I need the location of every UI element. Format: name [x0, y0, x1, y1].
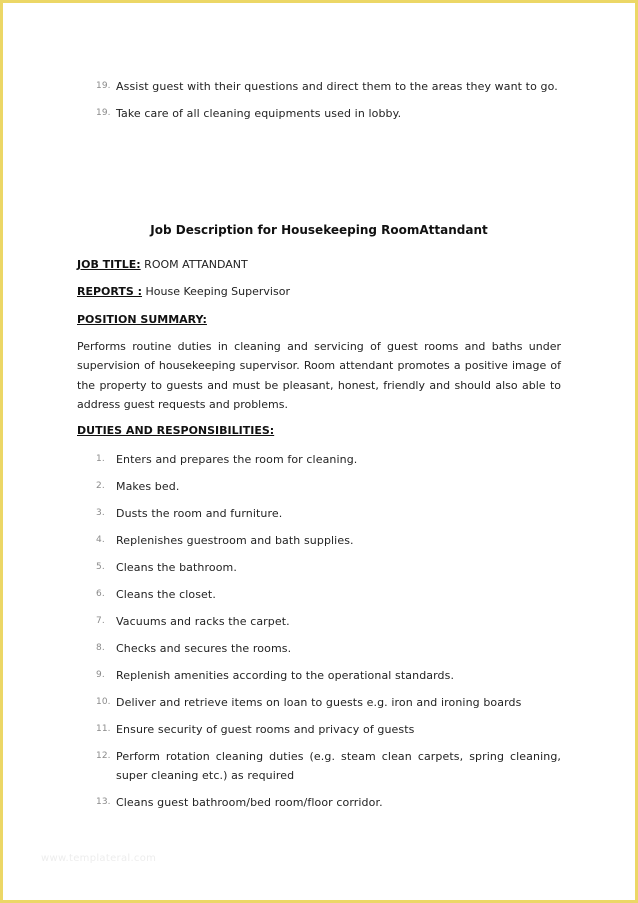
list-text: Perform rotation cleaning duties (e.g. steam clean carpets, spring cleaning, super cleaning etc.) as required [116, 750, 561, 782]
list-number: 5. [96, 562, 105, 572]
list-text: Ensure security of guest rooms and privacy of guests [116, 723, 415, 736]
list-item [77, 585, 561, 604]
list-number: 12. [96, 751, 111, 761]
list-number: 3. [96, 508, 105, 518]
list-text: Enters and prepares the room for cleaning. [116, 453, 358, 466]
list-number: 8. [96, 643, 105, 653]
list-number: 19. [96, 108, 111, 118]
list-number: 10. [96, 697, 111, 707]
list-item [77, 104, 561, 123]
list-number: 6. [96, 589, 105, 599]
position-summary-text: Performs routine duties in cleaning and servicing of guest rooms and baths under supervision of housekeeping supervisor. Room attendant promotes a positive image of the property to guests and must be pleasant, honest, friendly and should also able to address guest requests and problems. [77, 340, 561, 411]
list-text: Makes bed. [116, 480, 180, 493]
list-item [77, 639, 561, 658]
list-number: 1. [96, 454, 105, 464]
list-number: 13. [96, 797, 111, 807]
list-text: Replenish amenities according to the operational standards. [116, 669, 455, 682]
job-title-label: JOB TITLE: [77, 258, 141, 271]
job-title-value: ROOM ATTANDANT [140, 258, 248, 271]
document-title: Job Description for Housekeeping RoomAttandant [150, 223, 488, 237]
list-text: Cleans the closet. [116, 588, 216, 601]
list-item [77, 693, 561, 712]
job-title-line [77, 258, 248, 271]
list-text: Checks and secures the rooms. [116, 642, 292, 655]
position-summary-heading: POSITION SUMMARY: [77, 313, 207, 326]
list-item [77, 504, 561, 523]
list-item [77, 747, 561, 785]
list-number: 7. [96, 616, 105, 626]
list-text: Deliver and retrieve items on loan to guests e.g. iron and ironing boards [116, 696, 522, 709]
list-item [77, 666, 561, 685]
list-text: Cleans guest bathroom/bed room/floor corridor. [116, 796, 383, 809]
list-item [77, 450, 561, 469]
list-text: Cleans the bathroom. [116, 561, 237, 574]
reports-line [77, 285, 290, 298]
duties-heading: DUTIES AND RESPONSIBILITIES: [77, 424, 275, 437]
list-item [77, 720, 561, 739]
list-text: Dusts the room and furniture. [116, 507, 283, 520]
list-number: 4. [96, 535, 105, 545]
list-item [77, 558, 561, 577]
top-list [77, 77, 561, 123]
list-text: Assist guest with their questions and direct them to the areas they want to go. [116, 80, 558, 93]
duties-list [77, 450, 561, 812]
list-item [77, 531, 561, 550]
watermark-text: www.templateral.com [41, 853, 157, 864]
list-text: Vacuums and racks the carpet. [116, 615, 290, 628]
list-text: Take care of all cleaning equipments used in lobby. [116, 107, 402, 120]
list-item [77, 793, 561, 812]
list-item [77, 77, 561, 96]
reports-value: House Keeping Supervisor [142, 285, 290, 298]
list-number: 11. [96, 724, 111, 734]
list-number: 19. [96, 81, 111, 91]
list-number: 2. [96, 481, 105, 491]
list-number: 9. [96, 670, 105, 680]
list-text: Replenishes guestroom and bath supplies. [116, 534, 354, 547]
list-item [77, 477, 561, 496]
list-item [77, 612, 561, 631]
reports-label: REPORTS : [77, 285, 143, 298]
